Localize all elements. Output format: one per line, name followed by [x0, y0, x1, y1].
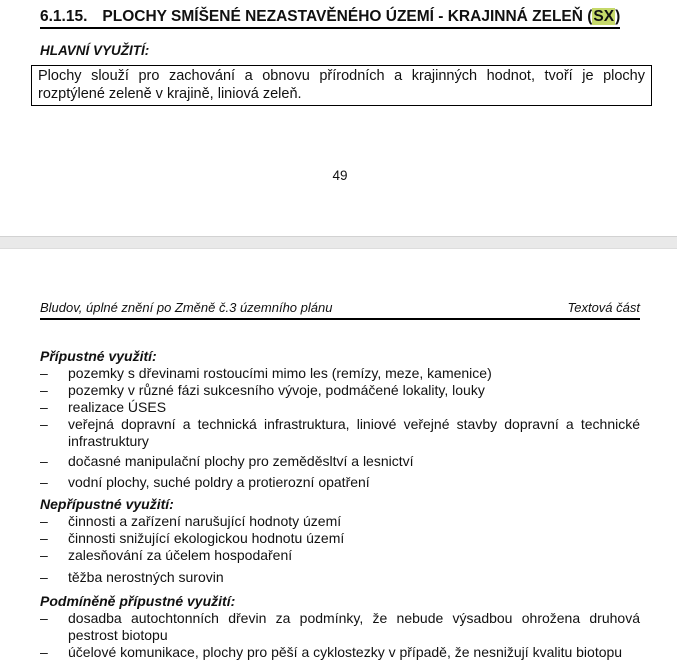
bullet-dash: – — [40, 610, 48, 626]
list-item — [40, 644, 640, 661]
list-item — [40, 513, 640, 530]
main-use-label: HLAVNÍ VYUŽITÍ: — [40, 43, 150, 58]
section-item-list — [40, 610, 640, 661]
main-use-box: Plochy slouží pro zachování a obnovu přírodních a krajinných hodnot, tvoří je plochy rozptýlené zeleně v krajině, liniová zeleň. — [31, 65, 652, 106]
running-header-left: Bludov, úplné znění po Změně č.3 územního plánu — [40, 300, 333, 315]
list-item — [40, 610, 640, 644]
bullet-dash: – — [40, 416, 48, 432]
bullet-dash: – — [40, 513, 48, 529]
bullet-dash: – — [40, 474, 48, 490]
section-item-list — [40, 513, 640, 586]
chapter-heading — [40, 8, 640, 29]
list-item — [40, 530, 640, 547]
bullet-dash: – — [40, 399, 48, 415]
section-heading: Přípustné využití: — [40, 348, 157, 364]
bullet-dash: – — [40, 382, 48, 398]
section-item-list — [40, 365, 640, 491]
section-podminene — [40, 593, 640, 661]
section-nepripustne — [40, 496, 640, 586]
list-item — [40, 416, 640, 450]
list-item-text: činnosti a zařízení narušující hodnoty území — [68, 513, 342, 529]
zone-code-highlight: SX — [593, 8, 615, 25]
chapter-number: 6.1.15. — [40, 8, 88, 25]
running-header — [40, 300, 640, 320]
list-item-text: vodní plochy, suché poldry a protierozní opatření — [68, 474, 370, 490]
list-item — [40, 453, 640, 470]
list-item-text: účelové komunikace, plochy pro pěší a cyklostezky v případě, že nesnižují kvalitu biotopu — [68, 644, 623, 660]
bullet-dash: – — [40, 569, 48, 585]
list-item-text: dosadba autochtonních dřevin za podmínky, že nebude výsadbou ohrožena druhová pestrost biotopu — [68, 610, 640, 643]
list-item — [40, 547, 640, 564]
list-item — [40, 399, 640, 416]
chapter-title: PLOCHY SMÍŠENÉ NEZASTAVĚNÉHO ÚZEMÍ - KRAJINNÁ ZELEŇ ( — [102, 8, 593, 25]
bullet-dash: – — [40, 365, 48, 381]
page-break-gap — [0, 236, 677, 249]
chapter-heading-underline — [40, 8, 620, 29]
list-item — [40, 382, 640, 399]
chapter-title-suffix: ) — [615, 8, 621, 25]
running-header-right: Textová část — [567, 300, 640, 315]
section-heading: Nepřípustné využití: — [40, 496, 174, 512]
section-pripustne — [40, 348, 640, 491]
list-item — [40, 474, 640, 491]
page-number: 49 — [332, 168, 348, 183]
bullet-dash: – — [40, 547, 48, 563]
section-heading: Podmíněně přípustné využití: — [40, 593, 236, 609]
list-item-text: pozemky s dřevinami rostoucími mimo les (remízy, meze, kamenice) — [68, 365, 492, 381]
list-item-text: těžba nerostných surovin — [68, 569, 224, 585]
list-item-text: realizace ÚSES — [68, 399, 167, 415]
list-item-text: dočasné manipulační plochy pro zeměděsltví a lesnictví — [68, 453, 414, 469]
list-item-text: pozemky v různé fázi sukcesního vývoje, podmáčené lokality, louky — [68, 382, 485, 398]
bullet-dash: – — [40, 530, 48, 546]
list-item-text: veřejná dopravní a technická infrastruktura, liniové veřejné stavby dopravní a technické infrastruktury — [68, 416, 640, 449]
bullet-dash: – — [40, 453, 48, 469]
list-item-text: zalesňování za účelem hospodaření — [68, 547, 293, 563]
bullet-dash: – — [40, 644, 48, 660]
list-item — [40, 569, 640, 586]
list-item — [40, 365, 640, 382]
list-item-text: činnosti snižující ekologickou hodnotu území — [68, 530, 345, 546]
